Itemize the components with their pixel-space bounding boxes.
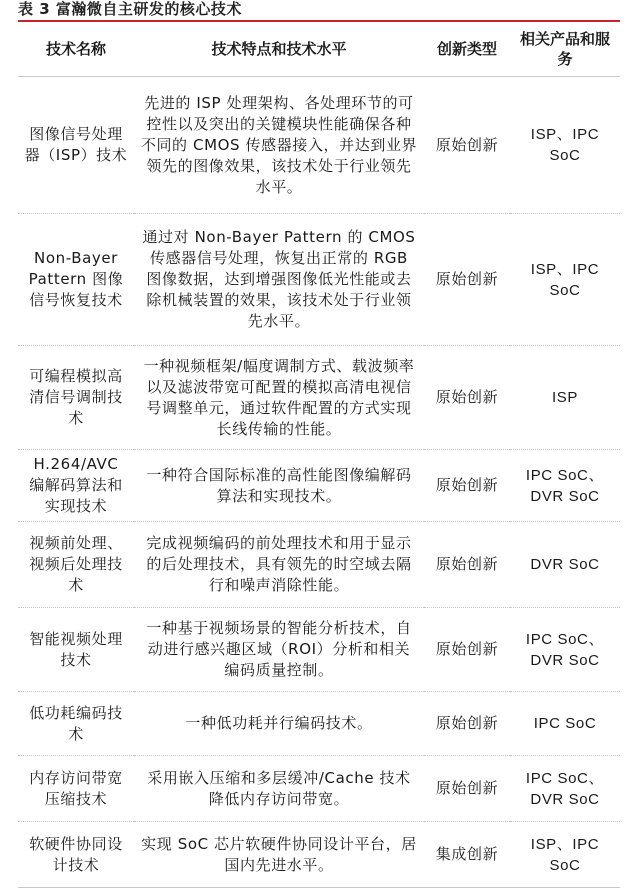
related-products-cell: DVR SoC: [510, 522, 620, 608]
related-products-cell: ISP、IPC SoC: [510, 822, 620, 888]
related-products-cell: IPC SoC: [510, 692, 620, 756]
innovation-type-cell: 原始创新: [424, 756, 510, 822]
tech-feature-cell: 采用嵌入压缩和多层缓冲/Cache 技术降低内存访问带宽。: [134, 756, 424, 822]
tech-name-cell: 软硬件协同设计技术: [18, 822, 134, 888]
header-related-products: 相关产品和服务: [510, 22, 620, 77]
innovation-type-cell: 集成创新: [424, 822, 510, 888]
tech-name-cell: 低功耗编码技术: [18, 692, 134, 756]
tech-name-cell: 图像信号处理器（ISP）技术: [18, 77, 134, 214]
tech-name-cell: 智能视频处理技术: [18, 608, 134, 692]
related-products-cell: ISP、IPC SoC: [510, 214, 620, 346]
table-row: [18, 522, 620, 608]
related-products-cell: IPC SoC、DVR SoC: [510, 450, 620, 522]
related-products-cell: ISP、IPC SoC: [510, 77, 620, 214]
table-row: [18, 822, 620, 888]
innovation-type-cell: 原始创新: [424, 346, 510, 450]
innovation-type-cell: 原始创新: [424, 214, 510, 346]
related-products-cell: IPC SoC、DVR SoC: [510, 756, 620, 822]
innovation-type-cell: 原始创新: [424, 608, 510, 692]
tech-name-cell: H.264/AVC 编解码算法和实现技术: [18, 450, 134, 522]
tech-feature-cell: 通过对 Non-Bayer Pattern 的 CMOS 传感器信号处理，恢复出正常的 RGB 图像数据，达到增强图像低光性能或去除机械装置的效果，该技术处于行业领先水平。: [134, 214, 424, 346]
tech-feature-cell: 一种视频框架/幅度调制方式、载波频率以及滤波带宽可配置的模拟高清电视信号调整单元，通过软件配置的方式实现长线传输的性能。: [134, 346, 424, 450]
tech-feature-cell: 一种基于视频场景的智能分析技术，自动进行感兴趣区域（ROI）分析和相关编码质量控制。: [134, 608, 424, 692]
tech-name-cell: 内存访问带宽压缩技术: [18, 756, 134, 822]
table-title: 表 3 富瀚微自主研发的核心技术: [18, 0, 242, 18]
header-innovation-type: 创新类型: [424, 22, 510, 77]
tech-feature-cell: 实现 SoC 芯片软硬件协同设计平台，居国内先进水平。: [134, 822, 424, 888]
header-row: [18, 22, 620, 77]
tech-feature-cell: 先进的 ISP 处理架构、各处理环节的可控性以及突出的关键模块性能确保各种不同的 CMOS 传感器接入，并达到业界领先的图像效果，该技术处于行业领先水平。: [134, 77, 424, 214]
table-row: [18, 214, 620, 346]
innovation-type-cell: 原始创新: [424, 522, 510, 608]
table-row: [18, 692, 620, 756]
table-row: [18, 450, 620, 522]
core-technology-table: [18, 22, 620, 888]
table-row: [18, 756, 620, 822]
tech-name-cell: Non-Bayer Pattern 图像信号恢复技术: [18, 214, 134, 346]
related-products-cell: IPC SoC、DVR SoC: [510, 608, 620, 692]
tech-name-cell: 视频前处理、视频后处理技术: [18, 522, 134, 608]
innovation-type-cell: 原始创新: [424, 450, 510, 522]
tech-feature-cell: 完成视频编码的前处理技术和用于显示的后处理技术，具有领先的时空域去隔行和噪声消除性能。: [134, 522, 424, 608]
header-tech-name: 技术名称: [18, 22, 134, 77]
tech-name-cell: 可编程模拟高清信号调制技术: [18, 346, 134, 450]
table-row: [18, 608, 620, 692]
tech-feature-cell: 一种低功耗并行编码技术。: [134, 692, 424, 756]
table-row: [18, 346, 620, 450]
innovation-type-cell: 原始创新: [424, 77, 510, 214]
tech-feature-cell: 一种符合国际标准的高性能图像编解码算法和实现技术。: [134, 450, 424, 522]
header-tech-feature: 技术特点和技术水平: [134, 22, 424, 77]
related-products-cell: ISP: [510, 346, 620, 450]
table-row: [18, 77, 620, 214]
innovation-type-cell: 原始创新: [424, 692, 510, 756]
